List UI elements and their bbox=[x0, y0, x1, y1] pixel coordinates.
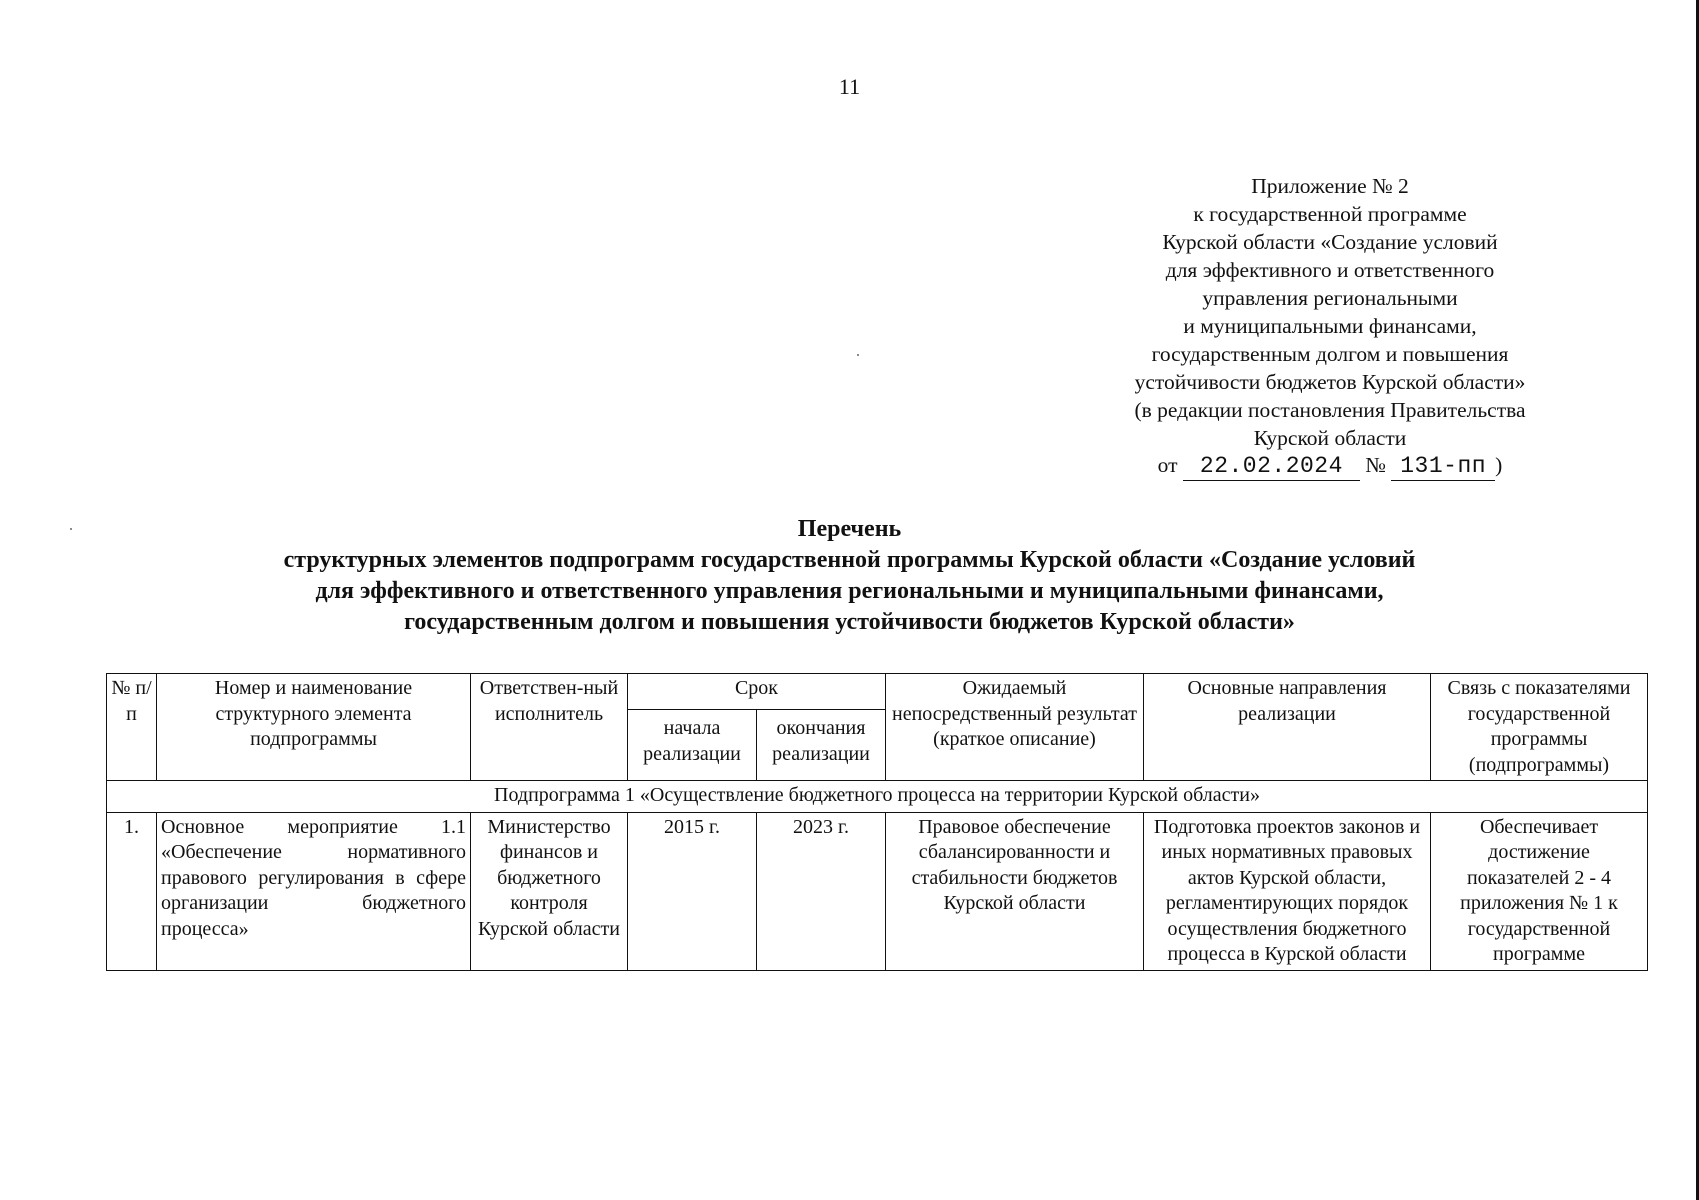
cell-name: Основное мероприятие 1.1 «Обеспечение нормативного правового регулирования в сфере организации бюджетного процесса» bbox=[157, 812, 471, 970]
header-term-end: окончания реализации bbox=[757, 710, 886, 781]
resolution-date: 22.02.2024 bbox=[1183, 452, 1360, 481]
appendix-line: Курской области bbox=[1253, 426, 1407, 450]
header-name: Номер и наименование структурного элемента подпрограммы bbox=[157, 674, 471, 781]
title-line: структурных элементов подпрограмм государственной программы Курской области «Создание условий bbox=[283, 547, 1416, 573]
scan-speck bbox=[857, 354, 859, 356]
table-row bbox=[107, 812, 1648, 970]
appendix-line: Приложение № 2 bbox=[1251, 174, 1409, 198]
cell-start: 2015 г. bbox=[628, 812, 757, 970]
appendix-block bbox=[1080, 172, 1580, 481]
subprogram-row bbox=[107, 781, 1648, 813]
structural-elements-table bbox=[106, 673, 1648, 971]
appendix-line: к государственной программе bbox=[1193, 202, 1467, 226]
header-term: Срок bbox=[628, 674, 886, 710]
header-num: № п/п bbox=[107, 674, 157, 781]
subprogram-title: Подпрограмма 1 «Осуществление бюджетного процесса на территории Курской области» bbox=[107, 781, 1648, 813]
appendix-line: управления региональными bbox=[1202, 286, 1458, 310]
resolution-number: 131-пп bbox=[1391, 452, 1495, 481]
header-directions: Основные направления реализации bbox=[1144, 674, 1431, 781]
header-executor: Ответствен-ный исполнитель bbox=[471, 674, 628, 781]
closing-paren: ) bbox=[1495, 453, 1503, 477]
header-link: Связь с показателями государственной программы (подпрограммы) bbox=[1431, 674, 1648, 781]
page-number: 11 bbox=[838, 74, 861, 99]
document-title bbox=[0, 514, 1699, 638]
appendix-line: и муниципальными финансами, bbox=[1183, 314, 1477, 338]
number-prefix: № bbox=[1365, 453, 1386, 477]
appendix-line: устойчивости бюджетов Курской области» bbox=[1134, 370, 1526, 394]
title-line: для эффективного и ответственного управления региональными и муниципальными финансами, bbox=[315, 578, 1384, 604]
header-result: Ожидаемый непосредственный результат (краткое описание) bbox=[886, 674, 1144, 781]
header-row bbox=[107, 674, 1648, 710]
appendix-line: Курской области «Создание условий bbox=[1162, 230, 1498, 254]
resolution-date-line bbox=[1080, 451, 1580, 481]
cell-num: 1. bbox=[107, 812, 157, 970]
title-line: государственным долгом и повышения устойчивости бюджетов Курской области» bbox=[404, 609, 1295, 635]
appendix-line: (в редакции постановления Правительства bbox=[1134, 398, 1526, 422]
cell-end: 2023 г. bbox=[757, 812, 886, 970]
header-term-start: начала реализации bbox=[628, 710, 757, 781]
appendix-line: государственным долгом и повышения bbox=[1151, 342, 1509, 366]
cell-link: Обеспечивает достижение показателей 2 - 4 приложения № 1 к государственной программе bbox=[1431, 812, 1648, 970]
title-line: Перечень bbox=[797, 516, 902, 542]
cell-executor: Министерство финансов и бюджетного контроля Курской области bbox=[471, 812, 628, 970]
cell-directions: Подготовка проектов законов и иных нормативных правовых актов Курской области, регламентирующих порядок осуществления бюджетного процесса в Курской области bbox=[1144, 812, 1431, 970]
cell-result: Правовое обеспечение сбалансированности и стабильности бюджетов Курской области bbox=[886, 812, 1144, 970]
appendix-line: для эффективного и ответственного bbox=[1165, 258, 1495, 282]
date-prefix: от bbox=[1157, 453, 1178, 477]
